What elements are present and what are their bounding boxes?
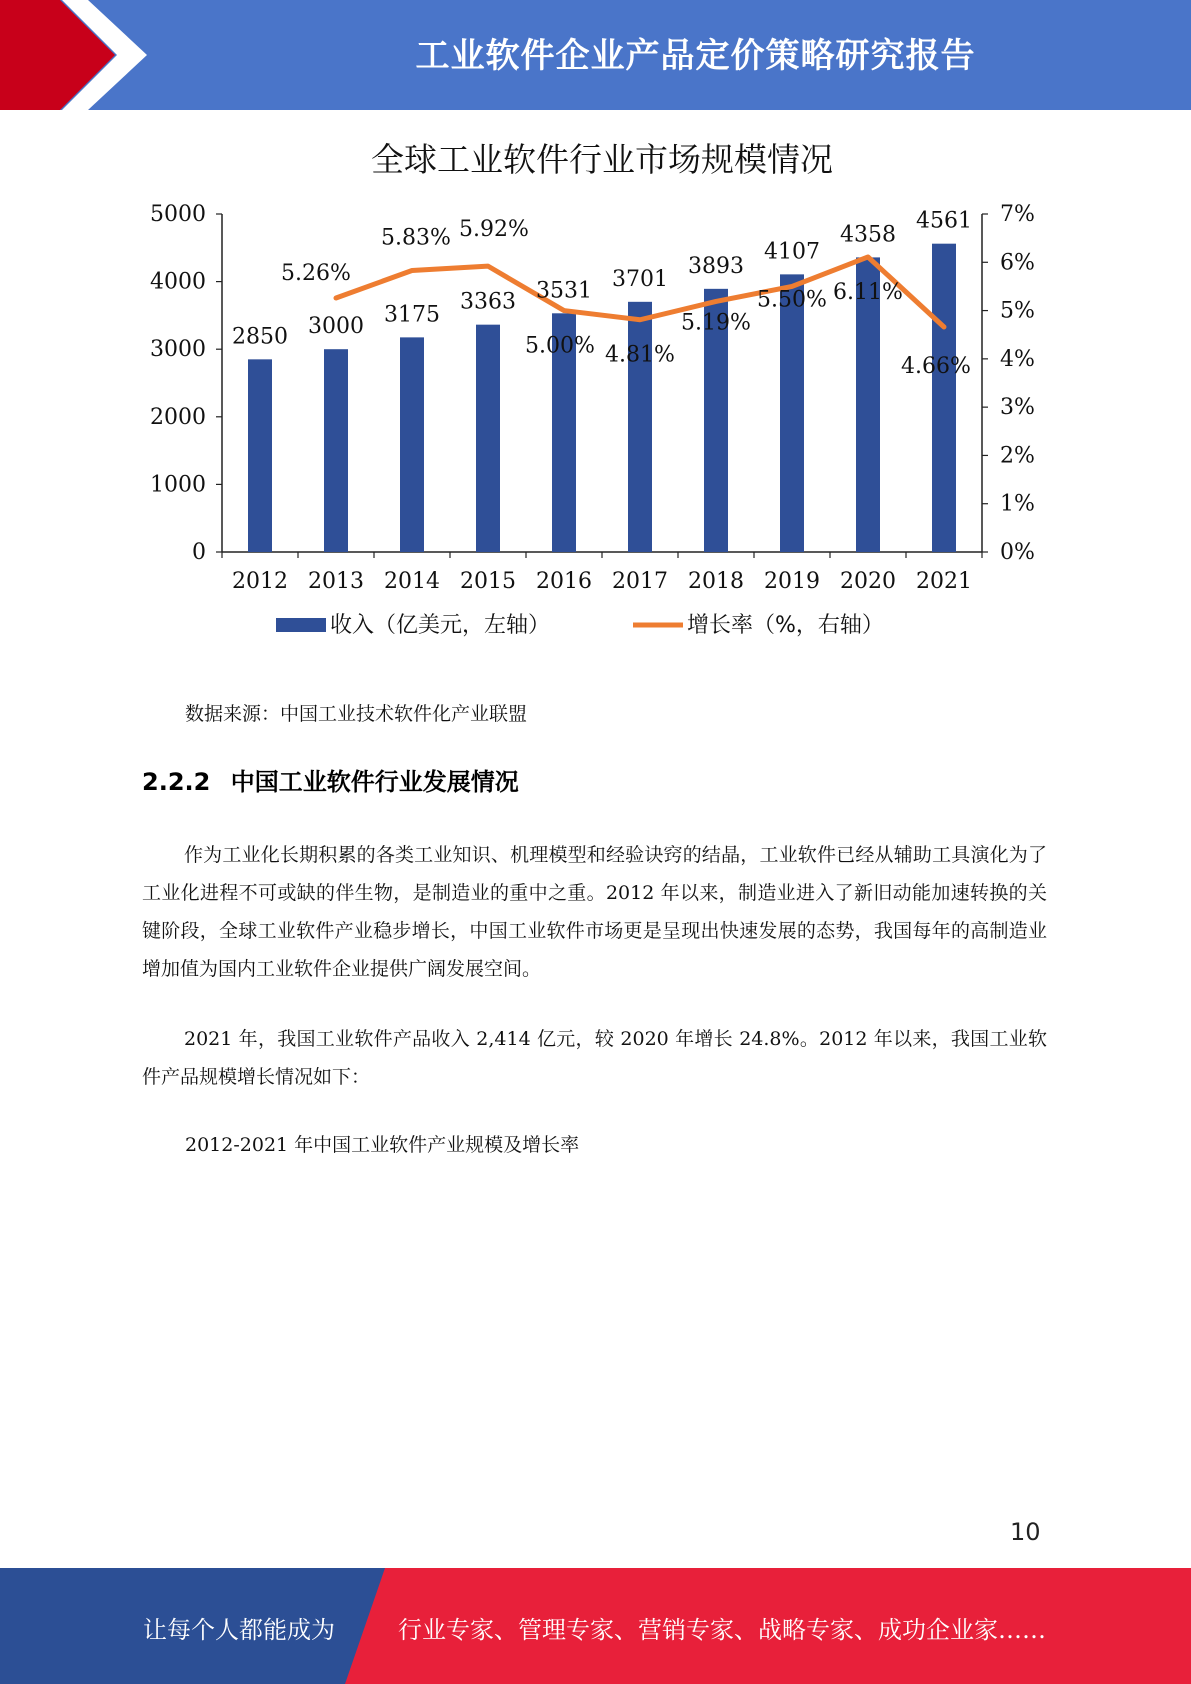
- section-title: 中国工业软件行业发展情况: [230, 768, 519, 796]
- growth-value-label: 5.26%: [281, 261, 351, 287]
- growth-value-label: 6.11%: [833, 279, 903, 305]
- legend-bar-label: 收入（亿美元，左轴）: [330, 613, 551, 638]
- bar-value-label: 4561: [916, 208, 972, 234]
- section-heading: [142, 762, 519, 797]
- legend-line-label: 增长率（%，右轴）: [687, 613, 884, 638]
- right-tick-label: 0%: [1000, 540, 1035, 565]
- section-number: 2.2.2: [142, 768, 211, 796]
- growth-value-label: 5.50%: [757, 287, 827, 313]
- x-tick-label: 2020: [840, 569, 896, 594]
- x-tick-label: 2017: [612, 569, 668, 594]
- bar-value-label: 3000: [308, 314, 364, 340]
- growth-value-label: 4.66%: [901, 353, 971, 379]
- bar-value-label: 3363: [460, 289, 516, 315]
- x-tick-label: 2013: [308, 569, 364, 594]
- page-number: 10: [1010, 1518, 1041, 1546]
- bar: [780, 274, 804, 552]
- right-tick-label: 4%: [1000, 346, 1035, 372]
- chart-legend: [276, 613, 884, 638]
- left-tick-label: 1000: [150, 472, 206, 498]
- left-tick-label: 0: [192, 540, 206, 565]
- bar-value-label: 4358: [840, 222, 896, 248]
- page-footer: [0, 1568, 1191, 1684]
- bar: [324, 349, 348, 552]
- bar-value-label: 4107: [764, 239, 820, 265]
- right-tick-label: 5%: [1000, 298, 1035, 324]
- bar-value-label: 3531: [536, 278, 592, 304]
- right-tick-label: 7%: [1000, 202, 1035, 227]
- report-title: 工业软件企业产品定价策略研究报告: [415, 36, 976, 76]
- bar-value-label: 2850: [232, 324, 288, 350]
- growth-value-label: 5.00%: [525, 333, 595, 359]
- right-tick-label: 3%: [1000, 395, 1035, 421]
- market-size-chart: [130, 128, 1080, 668]
- x-tick-label: 2012: [232, 569, 288, 594]
- bar-value-label: 3175: [384, 302, 440, 328]
- x-tick-label: 2018: [688, 569, 744, 594]
- left-tick-label: 5000: [150, 202, 206, 227]
- growth-value-label: 5.83%: [381, 225, 451, 251]
- left-tick-label: 3000: [150, 337, 206, 363]
- chart-svg: [130, 128, 1080, 668]
- bar-value-label: 3701: [612, 266, 668, 292]
- x-tick-label: 2015: [460, 569, 516, 594]
- left-tick-label: 4000: [150, 269, 206, 295]
- data-source-note: 数据来源：中国工业技术软件化产业联盟: [185, 703, 528, 725]
- paragraph: 2021 年，我国工业软件产品收入 2,414 亿元，较 2020 年增长 24.8%。2012 年以来，我国工业软件产品规模增长情况如下：: [142, 1028, 1047, 1088]
- legend-bar-swatch: [276, 618, 326, 632]
- x-tick-label: 2021: [916, 569, 972, 594]
- bar-value-label: 3893: [688, 253, 744, 279]
- right-tick-label: 1%: [1000, 491, 1035, 517]
- paragraph: 作为工业化长期积累的各类工业知识、机理模型和经验诀窍的结晶，工业软件已经从辅助工具演化为了工业化进程不可或缺的伴生物，是制造业的重中之重。2012 年以来，制造业进入了新旧动能加速转换的关键阶段，全球工业软件产业稳步增长，中国工业软件市场更是呈现出快速发展的态势，我国每年的高制造业增加值为国内工业软件企业提供广阔发展空间。: [142, 844, 1047, 980]
- right-tick-label: 6%: [1000, 250, 1035, 276]
- x-tick-label: 2014: [384, 569, 440, 594]
- bar: [476, 325, 500, 552]
- figure-caption: 2012-2021 年中国工业软件产业规模及增长率: [185, 1134, 580, 1156]
- footer-slogan-right: 行业专家、管理专家、营销专家、战略专家、成功企业家……: [398, 1616, 1046, 1644]
- bar: [932, 244, 956, 552]
- chart-title: 全球工业软件行业市场规模情况: [371, 140, 833, 179]
- footer-slogan-left: 让每个人都能成为: [143, 1616, 335, 1644]
- bar: [248, 359, 272, 552]
- x-tick-label: 2019: [764, 569, 820, 594]
- page-header: [0, 0, 1191, 110]
- left-tick-label: 2000: [150, 404, 206, 430]
- header-arrow-decoration: [0, 0, 160, 110]
- growth-value-label: 5.92%: [459, 217, 529, 243]
- growth-value-label: 4.81%: [605, 342, 675, 368]
- x-tick-label: 2016: [536, 569, 592, 594]
- bar: [400, 337, 424, 552]
- right-tick-label: 2%: [1000, 443, 1035, 469]
- growth-value-label: 5.19%: [681, 310, 751, 336]
- bar: [628, 302, 652, 552]
